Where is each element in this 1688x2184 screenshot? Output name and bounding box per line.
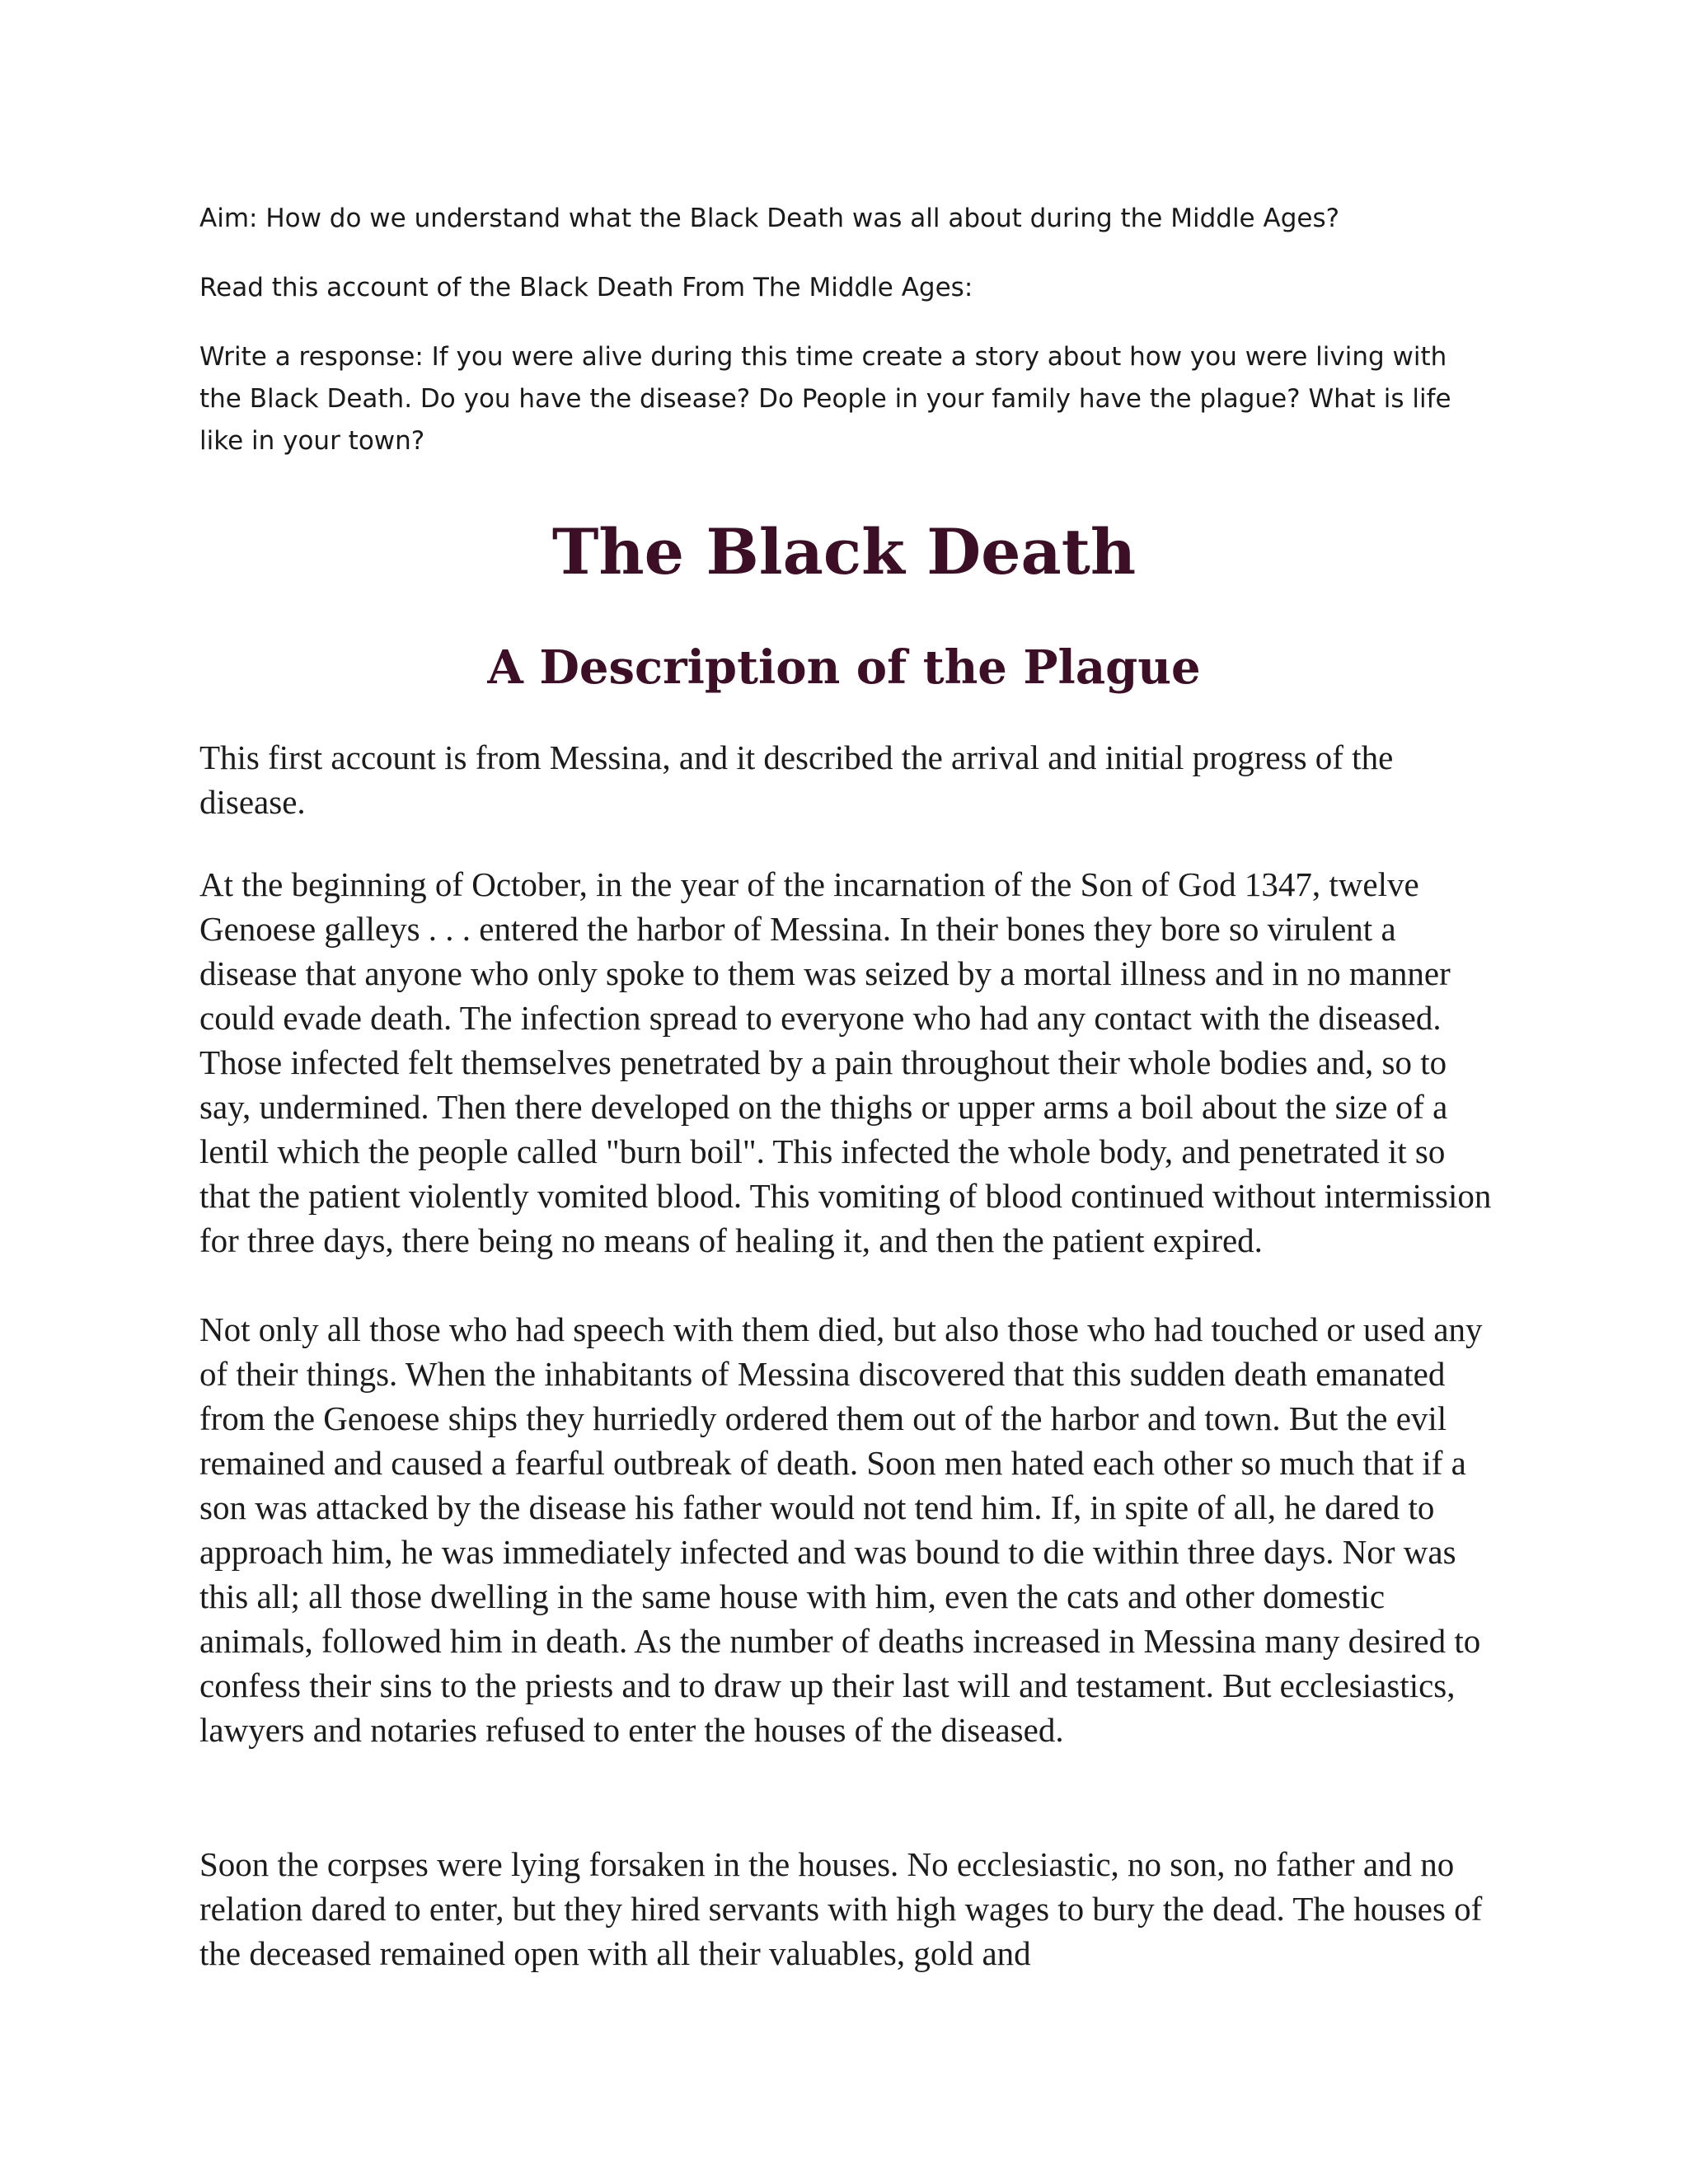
article-subtitle: A Description of the Plague <box>487 640 1201 695</box>
account-paragraph-1: At the beginning of October, in the year of the incarnation of the Son of God 1347, twelve Genoese galleys . . . entered the harbor of Messina. In their bones they bore so virulent a disease that anyone who only spoke to them was seized by a mortal illness and in no manner could evade death. The infection spread to everyone who had any contact with the diseased. Those infected felt themselves penetrated by a pain throughout their whole bodies and, so to say, undermined. Then there developed on the thighs or upper arms a boil about the size of a lentil which the people called "burn boil". This infected the whole body, and penetrated it so that the patient violently vomited blood. This vomiting of blood continued without intermission for three days, there being no means of healing it, and then the patient expired. <box>199 865 1492 1259</box>
intro-paragraph: This first account is from Messina, and it described the arrival and initial progress of the disease. <box>199 738 1394 821</box>
write-response-prompt: Write a response: If you were alive during this time create a story about how you were living with the Black Death. Do you have the disease? Do People in your family have the plague? What is life like in your town? <box>199 342 1451 456</box>
account-paragraph-2: Not only all those who had speech with them died, but also those who had touched or used any of their things. When the inhabitants of Messina discovered that this sudden death emanated from the Genoese ships they hurriedly ordered them out of the harbor and town. But the evil remained and caused a fearful outbreak of death. Soon men hated each other so much that if a son was attacked by the disease his father would not tend him. If, in spite of all, he dared to approach him, he was immediately infected and was bound to die within three days. Nor was this all; all those dwelling in the same house with him, even the cats and other domestic animals, followed him in death. As the number of deaths increased in Messina many desired to confess their sins to the priests and to draw up their last will and testament. But ecclesiastics, lawyers and notaries refused to enter the houses of the diseased. <box>199 1310 1483 1749</box>
account-paragraph-3: Soon the corpses were lying forsaken in the houses. No ecclesiastic, no son, no father and no relation dared to enter, but they hired servants with high wages to bury the dead. The houses of the deceased remained open with all their valuables, gold and <box>199 1845 1483 1972</box>
article-title: The Black Death <box>551 515 1137 588</box>
read-instruction: Read this account of the Black Death From The Middle Ages: <box>199 273 973 302</box>
aim-statement: Aim: How do we understand what the Black Death was all about during the Middle Ages? <box>199 204 1340 233</box>
